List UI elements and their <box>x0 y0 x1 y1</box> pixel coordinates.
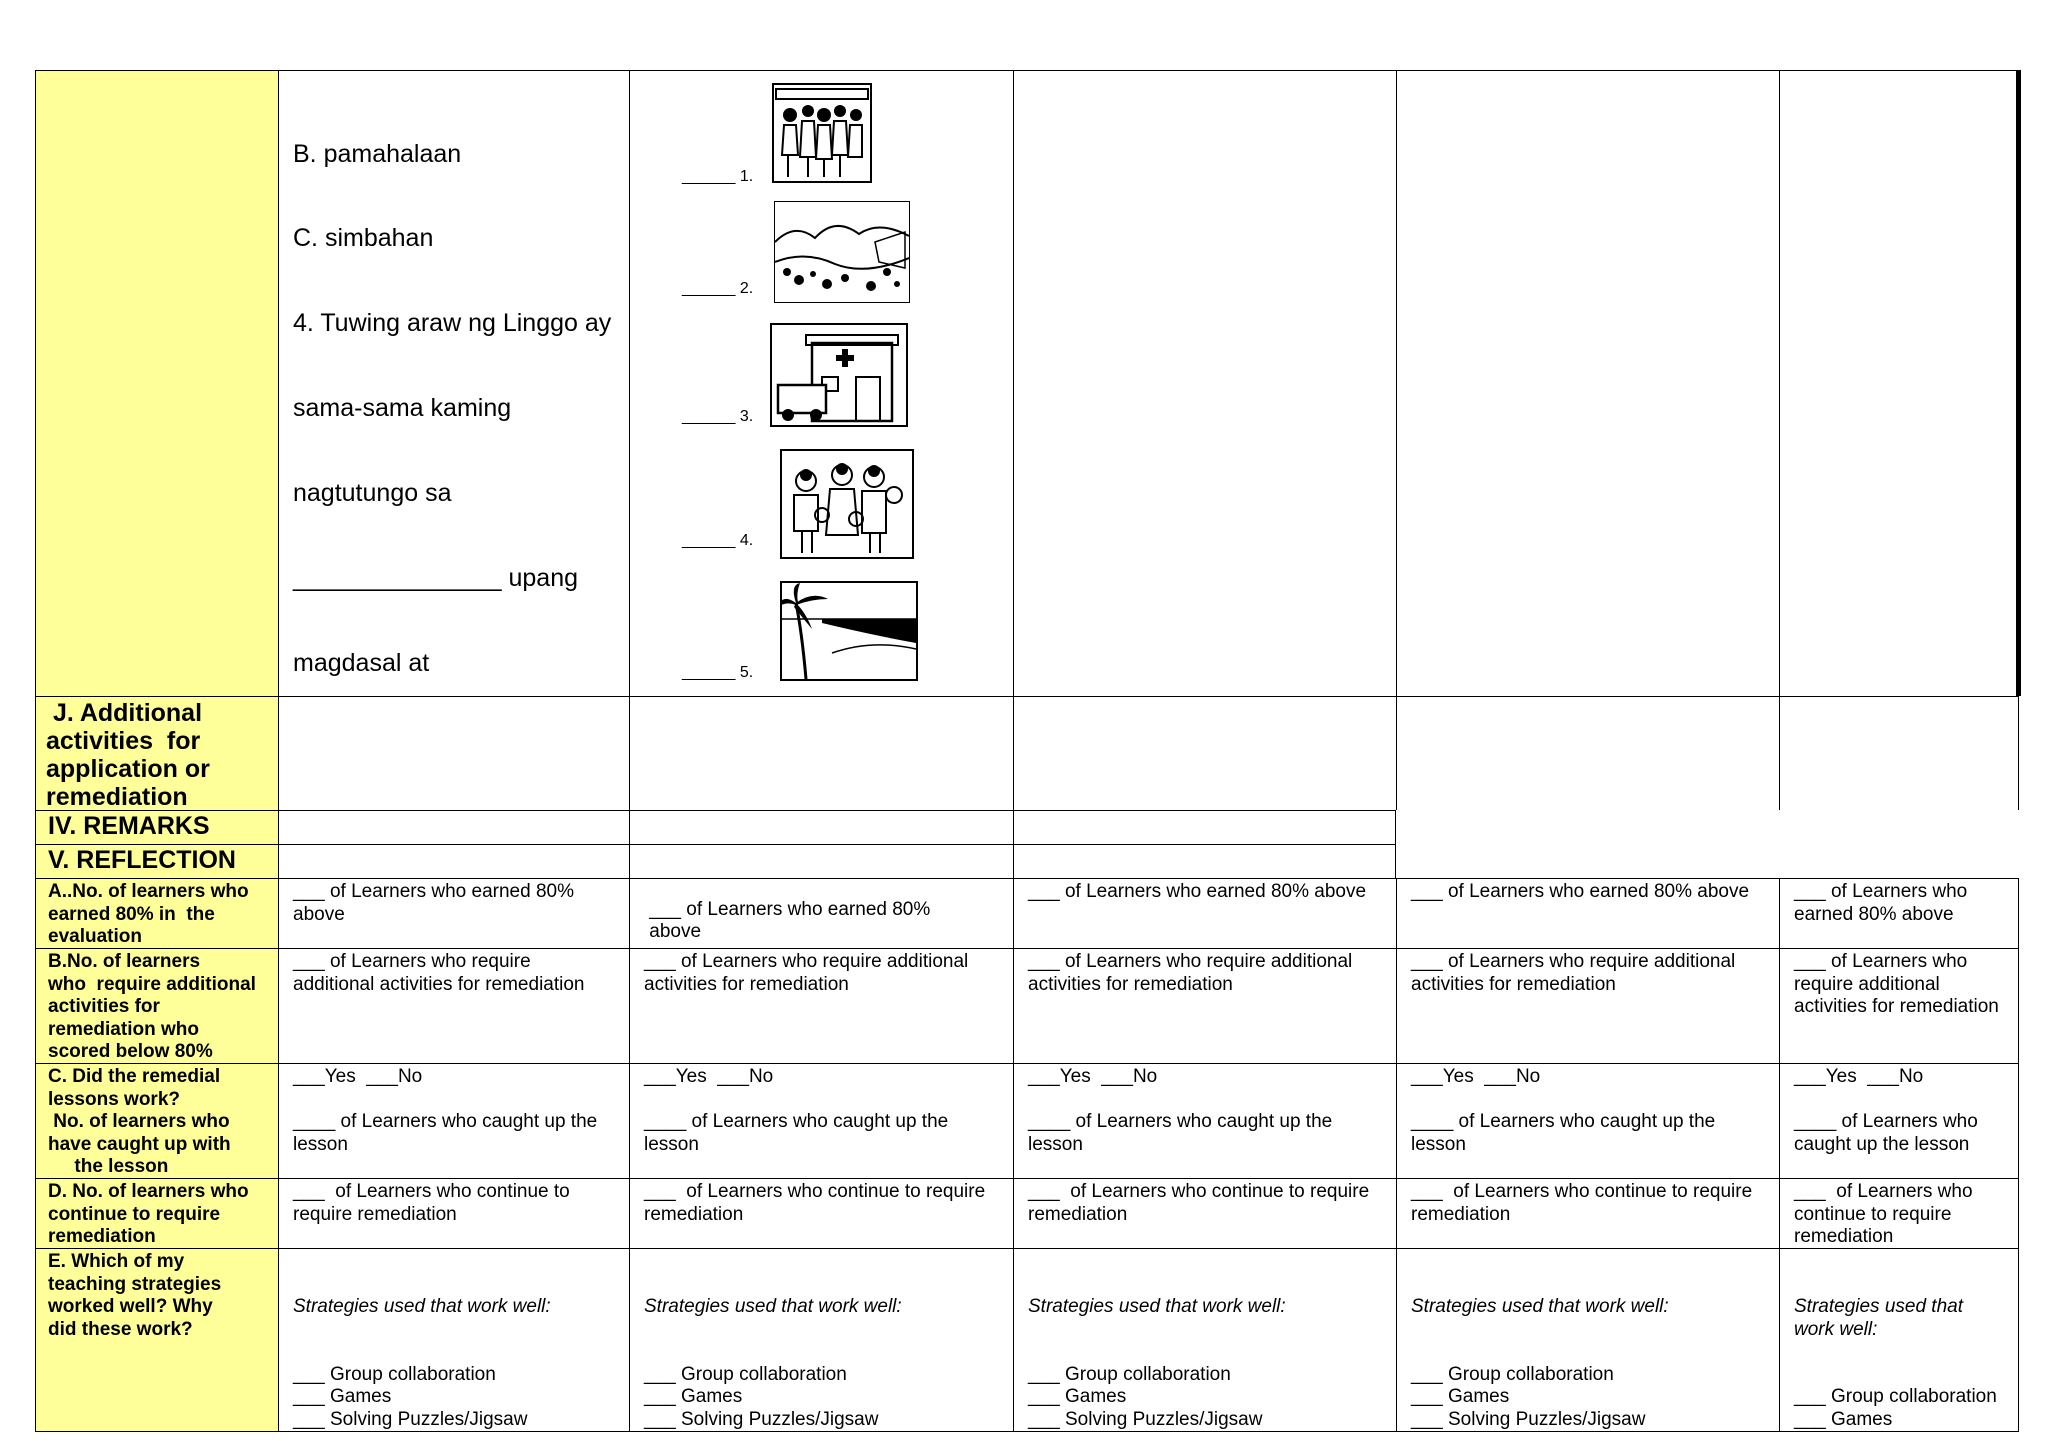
row-e-label-text: E. Which of my teaching strategies worked well? Why did these work? <box>48 1251 222 1340</box>
quiz-line: magdasal at <box>293 648 430 677</box>
row-d-label-text: D. No. of learners who continue to require remediation <box>48 1181 249 1247</box>
row-a-label-text: A..No. of learners who earned 80% in the evaluation <box>48 881 249 947</box>
row-d-text: ___ of Learners who continue to require remediation <box>1411 1181 1753 1225</box>
row-a-text: ___ of Learners who earned 80% above <box>293 881 574 925</box>
strategies-list: ___ Group collaboration ___ Games ___ Solving Puzzles/Jigsaw <box>644 1363 879 1430</box>
row-a-text: ___ of Learners who earned 80% above <box>1411 881 1750 902</box>
market-crowd-icon <box>772 83 872 183</box>
row-c-cell <box>629 1063 1013 1178</box>
row-b-text: ___ of Learners who require additional activities for remediation <box>1794 951 1999 1017</box>
row-d-text: ___ of Learners who continue to require remediation <box>1028 1181 1370 1225</box>
row-c-cell <box>1396 1063 1779 1178</box>
row-c-label-text: C. Did the remedial lessons work? No. of learners who have caught up with the lesson <box>48 1066 231 1177</box>
reflection-cell <box>278 844 629 878</box>
row-c-text: ___Yes ___No ____ of Learners who caught up the lesson <box>1411 1066 1716 1155</box>
reflection-cell <box>629 844 1013 878</box>
additional-cell <box>629 696 1013 810</box>
row-e-text <box>644 1251 1007 1432</box>
row-b-cell <box>1013 948 1396 1063</box>
row-d-text: ___ of Learners who continue to require remediation <box>1794 1181 1973 1247</box>
row-e-text <box>1794 1251 2012 1432</box>
row-c-cell <box>1013 1063 1396 1178</box>
answer-blank: ______ 1. <box>682 168 754 185</box>
row-d-cell <box>1396 1178 1779 1248</box>
quiz-line: sama-sama kaming <box>293 394 512 423</box>
health-center-icon <box>770 323 908 427</box>
row-d-text: ___ of Learners who continue to require remediation <box>293 1181 570 1225</box>
strategies-heading: Strategies used that work well: <box>293 1296 551 1317</box>
row-d-cell <box>629 1178 1013 1248</box>
row-b-cell <box>629 948 1013 1063</box>
remarks-cell <box>1013 810 1396 844</box>
row-a-cell <box>629 878 1013 948</box>
page-right-border <box>2016 70 2021 696</box>
strategies-list: ___ Group collaboration ___ Games ___ Solving Puzzles/Jigsaw <box>1411 1363 1646 1430</box>
family-group-icon <box>780 449 914 559</box>
remarks-cell <box>278 810 629 844</box>
row-b-text: ___ of Learners who require additional activities for remediation <box>293 951 585 995</box>
quiz-line: 4. Tuwing araw ng Linggo ay <box>293 309 612 338</box>
beach-palm-icon <box>780 581 918 681</box>
top-empty-cell <box>1396 70 1779 696</box>
row-b-label <box>35 948 278 1063</box>
picture-item <box>630 81 1013 191</box>
row-a-label <box>35 878 278 948</box>
row-d-cell <box>1779 1178 2019 1248</box>
row-b-cell <box>278 948 629 1063</box>
row-a-cell <box>1013 878 1396 948</box>
quiz-cell <box>278 70 629 696</box>
row-a-text: ___ of Learners who earned 80% above <box>1028 881 1367 902</box>
strategies-list: ___ Group collaboration ___ Games <box>1794 1386 1997 1430</box>
row-c-cell <box>1779 1063 2019 1178</box>
additional-activities-label <box>35 696 278 810</box>
row-e-text <box>293 1251 623 1432</box>
remarks-text: IV. REMARKS <box>48 812 210 840</box>
strategies-list: ___ Group collaboration ___ Games ___ Solving Puzzles/Jigsaw <box>293 1363 528 1430</box>
additional-cell <box>278 696 629 810</box>
row-e-cell <box>629 1248 1013 1432</box>
picture-item <box>630 201 1013 311</box>
remarks-label <box>35 810 278 844</box>
answer-blank: ______ 3. <box>682 408 754 425</box>
row-d-cell <box>1013 1178 1396 1248</box>
strategies-list: ___ Group collaboration ___ Games ___ Solving Puzzles/Jigsaw <box>1028 1363 1263 1430</box>
row-d-cell <box>278 1178 629 1248</box>
picture-item <box>630 581 1013 691</box>
row-b-text: ___ of Learners who require additional activities for remediation <box>1028 951 1353 995</box>
additional-cell <box>1013 696 1396 810</box>
quiz-text <box>293 83 623 696</box>
strategies-heading: Strategies used that work well: <box>1794 1296 1963 1340</box>
picture-item <box>630 449 1013 569</box>
row-e-cell <box>1013 1248 1396 1432</box>
row-e-cell <box>1396 1248 1779 1432</box>
answer-blank: ______ 2. <box>682 280 754 297</box>
answer-blank: ______ 5. <box>682 664 754 681</box>
quiz-line: C. simbahan <box>293 224 434 253</box>
row-c-cell <box>278 1063 629 1178</box>
row-b-cell <box>1396 948 1779 1063</box>
additional-activities-text: J. Additional activities for application or remediation <box>46 699 210 810</box>
row-c-text: ___Yes ___No ____ of Learners who caught up the lesson <box>293 1066 598 1155</box>
additional-cell <box>1779 696 2019 810</box>
strategies-heading: Strategies used that work well: <box>644 1296 902 1317</box>
row-e-cell <box>1779 1248 2019 1432</box>
quiz-line: _______________ upang <box>293 564 579 593</box>
row-a-cell <box>1779 878 2019 948</box>
strategies-heading: Strategies used that work well: <box>1411 1296 1669 1317</box>
answer-blank: ______ 4. <box>682 532 754 549</box>
row-a-cell <box>278 878 629 948</box>
picture-activity-cell <box>629 70 1013 696</box>
top-empty-cell <box>1013 70 1396 696</box>
row-b-label-text: B.No. of learners who require additional activities for remediation who scored below 80% <box>48 951 256 1062</box>
reflection-cell <box>1013 844 1396 878</box>
reflection-label <box>35 844 278 878</box>
top-empty-cell <box>1779 70 2018 696</box>
quiz-line: nagtutungo sa <box>293 479 452 508</box>
row-b-cell <box>1779 948 2019 1063</box>
quiz-line: B. pamahalaan <box>293 139 462 168</box>
row-d-label <box>35 1178 278 1248</box>
reflection-text: V. REFLECTION <box>48 846 236 874</box>
row-e-cell <box>278 1248 629 1432</box>
row-c-label <box>35 1063 278 1178</box>
remarks-cell <box>629 810 1013 844</box>
row-a-text: ___ of Learners who earned 80% above <box>1794 881 1968 925</box>
row-a-cell <box>1396 878 1779 948</box>
picture-item <box>630 321 1013 441</box>
strategies-heading: Strategies used that work well: <box>1028 1296 1286 1317</box>
row-a-text: ___ of Learners who earned 80% above <box>649 898 931 942</box>
top-label-cell <box>35 70 278 696</box>
row-c-text: ___Yes ___No ____ of Learners who caught up the lesson <box>1794 1066 1978 1155</box>
row-e-label <box>35 1248 278 1432</box>
additional-cell <box>1396 696 1779 810</box>
row-b-text: ___ of Learners who require additional activities for remediation <box>1411 951 1736 995</box>
row-d-text: ___ of Learners who continue to require remediation <box>644 1181 986 1225</box>
row-b-text: ___ of Learners who require additional activities for remediation <box>644 951 969 995</box>
row-e-text <box>1411 1251 1773 1432</box>
row-c-text: ___Yes ___No ____ of Learners who caught up the lesson <box>644 1066 949 1155</box>
landscape-valley-icon <box>774 201 910 303</box>
row-e-text <box>1028 1251 1390 1432</box>
row-c-text: ___Yes ___No ____ of Learners who caught up the lesson <box>1028 1066 1333 1155</box>
